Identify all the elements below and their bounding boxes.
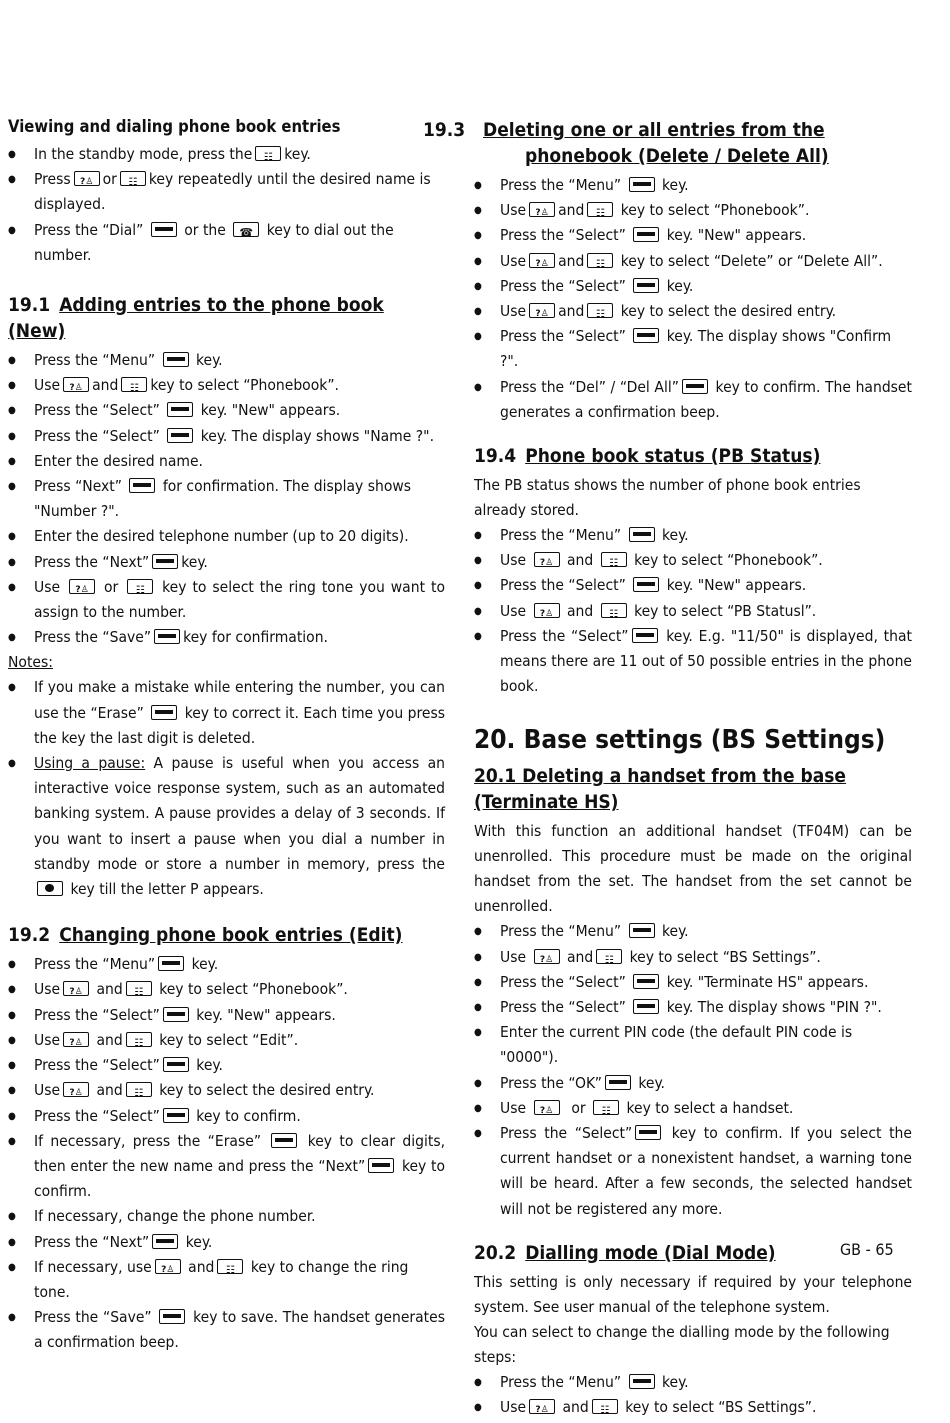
list-item: ● Press ?♙ or ☷ key repeatedly until the desired name is displayed. (8, 167, 445, 217)
phonebook-key-icon: ☷ (255, 146, 281, 161)
list-item: ● Use ?♙ and ☷ key to select “Phonebook”. (8, 373, 445, 398)
list-item: ● Press the “Select” key. "New" appears. (8, 398, 445, 423)
section-19-2-list (8, 952, 445, 1355)
contacts-key-icon: ?♙ (63, 1032, 89, 1047)
contacts-key-icon: ?♙ (529, 253, 555, 268)
soft-key-icon (633, 278, 659, 293)
list-item: ● Press “Next” for confirmation. The display shows "Number ?". (8, 474, 445, 524)
soft-key-icon (633, 328, 659, 343)
contacts-key-icon: ?♙ (63, 981, 89, 996)
list-item: ● Using a pause: A pause is useful when you access an interactive voice response system, such as an automated banking system. A pause provides a delay of 3 seconds. If you want to insert a pause when you dial a number in standby mode or store a number in memory, press the key till the letter P appears. (8, 751, 445, 902)
contacts-key-icon: ?♙ (529, 202, 555, 217)
soft-key-icon (271, 1133, 297, 1148)
dial-key-icon: ☎ (233, 222, 259, 237)
soft-key-icon (163, 1007, 189, 1022)
soft-key-icon (151, 705, 177, 720)
soft-key-icon (629, 177, 655, 192)
left-column (8, 117, 445, 1356)
list-item: ● Press the “Select” key. "New" appears. (474, 573, 912, 598)
list-item: ● Press the “Select” key. E.g. "11/50" is displayed, that means there are 11 out of 50 possible entries in the phone book. (474, 624, 912, 700)
list-item: ● If you make a mistake while entering the number, you can use the “Erase” key to correct it. Each time you press the key the last digit is deleted. (8, 675, 445, 751)
list-item: ● Press the “Save” key for confirmation. (8, 625, 445, 650)
list-item: ● Use ?♙ and ☷ key to select “Delete” or “Delete All”. (474, 249, 912, 274)
chapter-20-title: 20. Base settings (BS Settings) (474, 725, 886, 756)
pause-key-icon (37, 881, 63, 896)
phonebook-key-icon: ☷ (596, 949, 622, 964)
contacts-key-icon: ?♙ (529, 1399, 555, 1414)
phonebook-key-icon: ☷ (217, 1259, 243, 1274)
contacts-key-icon: ?♙ (534, 1100, 560, 1115)
contacts-key-icon: ?♙ (74, 171, 100, 186)
list-item: ● Press the “Select” key. "New" appears. (474, 223, 912, 248)
section-20-2-list (474, 1370, 912, 1420)
page-number: GB - 65 (840, 1240, 894, 1259)
contacts-key-icon: ?♙ (529, 303, 555, 318)
soft-key-icon (635, 1125, 661, 1140)
soft-key-icon (633, 577, 659, 592)
soft-key-icon (633, 999, 659, 1014)
right-column (423, 117, 912, 1420)
list-item: ● Enter the desired name. (8, 449, 445, 474)
soft-key-icon (158, 956, 184, 971)
list-item: ● Press the “Select” key to confirm. If you select the current handset or a nonexistent handset, a warning tone will be heard. After a few seconds, the selected handset will not be registered any more. (474, 1121, 912, 1222)
list-item: ● Press the “Select” key. "New" appears. (8, 1003, 445, 1028)
phonebook-key-icon: ☷ (587, 303, 613, 318)
soft-key-icon (129, 478, 155, 493)
phonebook-key-icon: ☷ (587, 253, 613, 268)
soft-key-icon (167, 402, 193, 417)
phonebook-key-icon: ☷ (126, 1032, 152, 1047)
list-item: ● Use ?♙ and ☷ key to select “Phonebook”. (8, 977, 445, 1002)
phonebook-key-icon: ☷ (127, 579, 153, 594)
phonebook-key-icon: ☷ (126, 981, 152, 996)
list-item: ● If necessary, change the phone number. (8, 1204, 445, 1229)
list-item: ● Press the “Select” key to confirm. (8, 1104, 445, 1129)
soft-key-icon (163, 1057, 189, 1072)
list-item: ● Use ?♙ and ☷ key to select “BS Settings”. (474, 1395, 912, 1420)
phonebook-key-icon: ☷ (587, 202, 613, 217)
section-20-1-intro: With this function an additional handset (TF04M) can be unenrolled. This procedure must be made on the original handset from the set. The handset from the set cannot be unenrolled. (474, 822, 912, 916)
list-item: ● Use ?♙ and ☷ key to select “BS Settings”. (474, 945, 912, 970)
list-item: ● Enter the current PIN code (the default PIN code is "0000"). (474, 1020, 912, 1070)
soft-key-icon (368, 1158, 394, 1173)
contacts-key-icon: ?♙ (155, 1259, 181, 1274)
list-item: ● Use ?♙ and ☷ key to select the desired entry. (474, 299, 912, 324)
contacts-key-icon: ?♙ (534, 552, 560, 567)
section-19-4-title: 19.4 Phone book status (PB Status) (474, 445, 821, 468)
contacts-key-icon: ?♙ (63, 377, 89, 392)
phonebook-key-icon: ☷ (601, 603, 627, 618)
list-item: ● Press the “Select” key. The display shows "Name ?". (8, 424, 445, 449)
contacts-key-icon: ?♙ (69, 579, 95, 594)
list-item: ● Press the “Select” key. (8, 1053, 445, 1078)
soft-key-icon (629, 923, 655, 938)
section-19-3-title: 19.3 Deleting one or all entries from the phonebook (Delete / Delete All) (423, 119, 829, 167)
phonebook-key-icon: ☷ (592, 1399, 618, 1414)
soft-key-icon (163, 352, 189, 367)
list-item: ● Use ?♙ or ☷ key to select the ring tone you want to assign to the number. (8, 575, 445, 625)
soft-key-icon (682, 379, 708, 394)
list-item: ● Press the “Select” key. The display shows "PIN ?". (474, 995, 912, 1020)
phonebook-key-icon: ☷ (601, 552, 627, 567)
list-item: ● In the standby mode, press the ☷ key. (8, 142, 445, 167)
section-19-2-title: 19.2 Changing phone book entries (Edit) (8, 924, 403, 947)
list-item: ● Press the “Menu” key. (474, 523, 912, 548)
soft-key-icon (629, 527, 655, 542)
list-item: ● Use ?♙ or ☷ key to select a handset. (474, 1096, 912, 1121)
list-item: ● Use ?♙ and ☷ key to select “Phonebook”. (474, 548, 912, 573)
soft-key-icon (163, 1108, 189, 1123)
list-item: ● Press the “Del” / “Del All” key to confirm. The handset generates a confirmation beep. (474, 375, 912, 425)
section-19-4-intro: The PB status shows the number of phone book entries already stored. (474, 476, 861, 520)
soft-key-icon (633, 974, 659, 989)
list-item: ● Press the “Select” key. (474, 274, 912, 299)
soft-key-icon (152, 554, 178, 569)
section-19-1-list (8, 348, 445, 650)
phonebook-key-icon: ☷ (120, 171, 146, 186)
list-item: ● Press the “Menu” key. (8, 952, 445, 977)
list-item: ● Press the “Next” key. (8, 1230, 445, 1255)
list-item: ● Press the “Menu” key. (8, 348, 445, 373)
section-20-1-title: 20.1 Deleting a handset from the base (Terminate HS) (474, 765, 847, 814)
list-item: ● Use ?♙ and ☷ key to select “Phonebook”. (474, 198, 912, 223)
phonebook-key-icon: ☷ (593, 1100, 619, 1115)
section-20-2-intro: This setting is only necessary if required by your telephone system. See user manual of the telephone system. (474, 1272, 912, 1316)
list-item: ● Press the “Next” key. (8, 550, 445, 575)
contacts-key-icon: ?♙ (63, 1082, 89, 1097)
contacts-key-icon: ?♙ (534, 603, 560, 618)
soft-key-icon (633, 227, 659, 242)
soft-key-icon (152, 1234, 178, 1249)
soft-key-icon (159, 1309, 185, 1324)
list-item: ● Press the “Menu” key. (474, 1370, 912, 1395)
list-item: ● Press the “Dial” or the ☎ key to dial out the number. (8, 218, 445, 268)
soft-key-icon (632, 628, 658, 643)
section-19-4-list (474, 523, 912, 699)
list-item: ● Use ?♙ and ☷ key to select the desired entry. (8, 1078, 445, 1103)
list-item: ● Press the “Menu” key. (474, 173, 912, 198)
section-20-1-list (474, 919, 912, 1221)
soft-key-icon (629, 1374, 655, 1389)
section-20-2-intro-2: You can select to change the dialling mode by the following steps: (474, 1322, 890, 1366)
view-heading: Viewing and dialing phone book entries (8, 117, 341, 136)
list-item: ● Press the “Save” key to save. The handset generates a confirmation beep. (8, 1305, 445, 1355)
list-item: ● Use ?♙ and ☷ key to select “Edit”. (8, 1028, 445, 1053)
soft-key-icon (151, 222, 177, 237)
view-list (8, 142, 445, 268)
notes-label: Notes: (8, 653, 53, 672)
list-item: ● Press the “OK” key. (474, 1071, 912, 1096)
soft-key-icon (154, 629, 180, 644)
section-19-3-list (474, 173, 912, 425)
list-item: ● Press the “Menu” key. (474, 919, 912, 944)
list-item: ● If necessary, use ?♙ and ☷ key to change the ring tone. (8, 1255, 445, 1305)
list-item: ● If necessary, press the “Erase” key to clear digits, then enter the new name and press the “Next” key to confirm. (8, 1129, 445, 1205)
list-item: ● Press the “Select” key. "Terminate HS" appears. (474, 970, 912, 995)
list-item: ● Enter the desired telephone number (up to 20 digits). (8, 524, 445, 549)
soft-key-icon (605, 1075, 631, 1090)
phonebook-key-icon: ☷ (126, 1082, 152, 1097)
section-19-1-title: 19.1 Adding entries to the phone book (New) (8, 294, 384, 343)
list-item: ● Press the “Select” key. The display shows "Confirm ?". (474, 324, 912, 374)
list-item: ● Use ?♙ and ☷ key to select “PB Statusl”. (474, 599, 912, 624)
notes-list (8, 675, 445, 902)
phonebook-key-icon: ☷ (121, 377, 147, 392)
contacts-key-icon: ?♙ (534, 949, 560, 964)
soft-key-icon (167, 428, 193, 443)
section-20-2-title: 20.2 Dialling mode (Dial Mode) (474, 1241, 776, 1264)
